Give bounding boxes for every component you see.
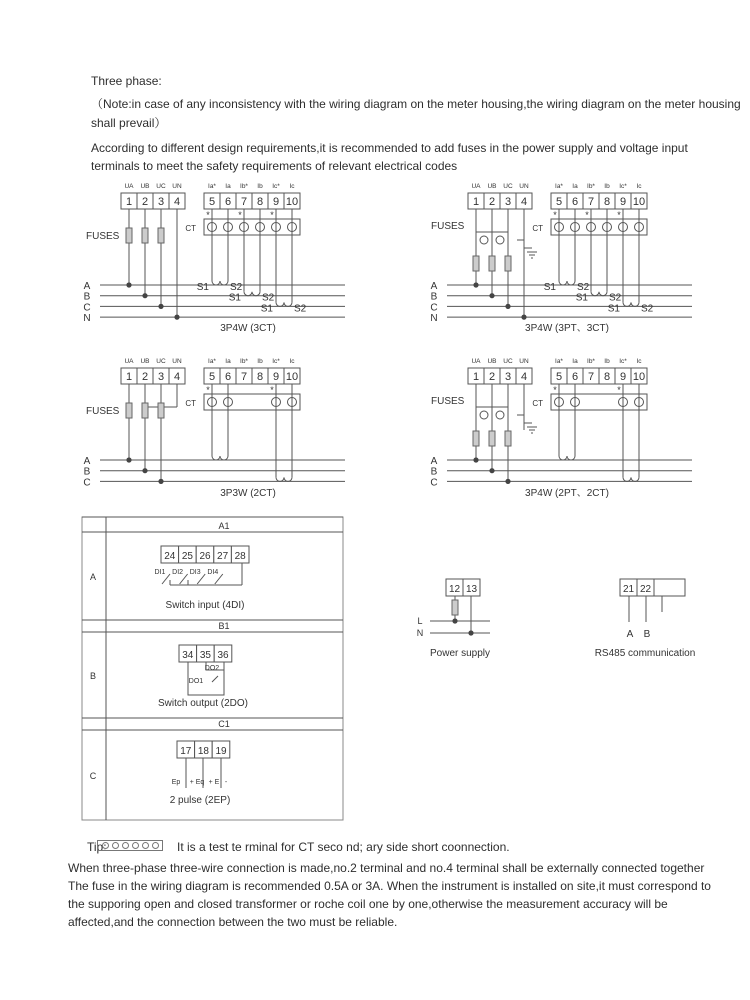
terminal-number: 7 [587,196,595,208]
voltage-terminal-block [121,368,185,384]
current-terminal-header: Ic [289,183,295,190]
polarity-star: * [585,210,589,220]
terminal-number: 17 [180,746,192,757]
current-terminal-header: Ia* [555,183,563,190]
rs485-diagram [595,579,696,659]
ct-s2-label: S2 [230,282,243,293]
current-terminal-header: Ib [257,183,263,190]
module-header: B1 [218,621,230,631]
ct-coil-icon [623,477,639,481]
voltage-terminal-header: UN [519,358,529,365]
voltage-terminal-header: UB [140,358,150,365]
ct-coil-icon [276,477,292,481]
fuse-icon [142,403,148,418]
power-terminal-block [446,579,480,596]
terminal-number: 6 [224,371,232,383]
current-terminal-header: Ic* [619,358,627,365]
voltage-terminal-header: UC [156,358,166,365]
current-terminal-header: Ia* [208,358,216,365]
terminal-number: 25 [181,551,193,562]
section-heading: Three phase: [91,74,162,88]
current-terminal-header: Ia [225,183,231,190]
phase-label: A [83,456,91,467]
terminal-number: 6 [224,196,232,208]
pt-transformer-icon [496,411,504,419]
terminal-number: 13 [465,584,478,595]
polarity-star: * [206,385,210,395]
phase-label: B [430,291,438,303]
current-terminal-header: Ib* [587,183,595,190]
terminal-number: 22 [639,584,652,595]
terminal-number: 1 [472,371,480,383]
ct-s1-label: S1 [228,292,241,304]
tip-line-5: affected,and the connection between the two must be reliable. [68,915,398,929]
voltage-terminal-block [468,193,532,209]
terminal-number: 18 [197,746,209,757]
current-terminal-header: Ib [257,358,263,365]
polarity-star: * [617,210,621,220]
voltage-terminal-header: UB [487,183,497,190]
fuses-label: FUSES [431,396,465,407]
phase-label: A [430,281,438,292]
current-terminal-header: Ic [636,358,642,365]
terminal-number: 27 [217,551,229,562]
pulse-label: Ep [171,779,181,786]
junction-dot [158,479,163,484]
current-terminal-block [551,368,647,384]
terminal-number: 5 [555,196,563,208]
terminal-number: 10 [285,371,299,383]
ct-s1-label: S1 [196,282,209,293]
fuse-icon [489,256,495,271]
terminal-number: 8 [256,196,264,208]
ct-label: CT [185,224,196,233]
ct-coil-icon [559,281,575,285]
polarity-star: * [238,210,242,220]
module-row-label: C [89,771,97,781]
voltage-terminal-header: UC [503,183,513,190]
do-terminal-block [179,645,232,662]
ct-s1-label: S1 [543,282,556,293]
terminal-number: 2 [141,371,149,383]
terminal-number: 8 [256,371,264,383]
terminal-number: 8 [603,196,611,208]
ct-test-terminal [551,219,647,235]
terminal-number: 2 [141,196,149,208]
polarity-star: * [270,210,274,220]
terminal-number: 6 [571,371,579,383]
junction-dot [452,618,457,623]
current-terminal-header: Ib* [587,358,595,365]
current-terminal-header: Ia [225,358,231,365]
terminal-number: 1 [472,196,480,208]
terminal-number: 1 [125,371,133,383]
polarity-star: * [553,385,557,395]
rs485-a-label: A [626,629,634,640]
rs485-b-label: B [643,629,651,640]
test-terminal-icon [97,840,163,851]
ct-s1-label: S1 [575,292,588,304]
pulse-label: + Eq [189,779,205,786]
wiring-diagram-4 [430,358,692,499]
di-label: DI1 [154,569,166,576]
ct-s2-label: S2 [262,292,275,304]
terminal-number: 8 [603,371,611,383]
power-supply-diagram [417,579,490,659]
ct-label: CT [532,399,543,408]
junction-dot [473,282,478,287]
pt-transformer-icon [480,411,488,419]
voltage-terminal-header: UC [156,183,166,190]
ct-test-terminal [551,394,647,410]
terminal-number: 35 [199,650,211,661]
terminal-number: 34 [182,650,194,661]
junction-dot [489,468,494,473]
rs485-caption: RS485 communication [594,648,696,659]
terminal-number: 3 [157,196,165,208]
current-terminal-header: Ic [289,358,295,365]
voltage-terminal-header: UB [140,183,150,190]
phase-label: C [430,477,438,489]
terminal-number: 19 [215,746,227,757]
diagram-title: 3P4W (3PT、3CT) [525,323,609,334]
junction-dot [142,293,147,298]
junction-dot [142,468,147,473]
ct-s2-label: S2 [641,303,654,315]
terminal-number: 4 [173,371,181,383]
fuse-icon [505,256,511,271]
terminal-number: 9 [619,196,627,208]
voltage-terminal-header: UA [124,183,134,190]
junction-dot [126,457,131,462]
polarity-star: * [270,385,274,395]
module-caption: 2 pulse (2EP) [169,795,231,806]
terminal-number: 5 [555,371,563,383]
fuses-label: FUSES [86,406,120,417]
di-label: DI3 [189,569,201,576]
current-terminal-header: Ia* [208,183,216,190]
fuse-icon [452,600,458,615]
terminal-number: 2 [488,371,496,383]
diagram-title: 3P4W (2PT、2CT) [525,488,609,499]
junction-dot [158,304,163,309]
note-line-2: shall prevail） [91,116,167,130]
ct-test-terminal [204,219,300,235]
advice-line-2: terminals to meet the safety requirements of relevant electrical codes [91,159,458,173]
polarity-star: * [553,210,557,220]
terminal-number: 9 [272,371,280,383]
ct-test-terminal [204,394,300,410]
tip-line-3: The fuse in the wiring diagram is recommended 0.5A or 3A. When the instrument is installed on site,it must correspond to [68,879,711,893]
junction-dot [174,315,179,320]
terminal-number: 36 [217,650,229,661]
current-terminal-header: Ic* [272,183,280,190]
current-terminal-header: Ic* [272,358,280,365]
pt-transformer-icon [480,236,488,244]
ct-coil-icon [276,302,292,306]
do-label: DO2 [204,665,220,672]
ct-coil-icon [212,456,228,460]
ct-coil-icon [212,281,228,285]
voltage-terminal-header: UN [172,183,182,190]
junction-dot [505,304,510,309]
current-terminal-header: Ic [636,183,642,190]
terminal-number: 24 [164,551,176,562]
fuse-icon [489,431,495,446]
current-terminal-header: Ib* [240,358,248,365]
di-terminal-block [161,546,249,563]
ground-icon [527,252,537,258]
voltage-terminal-header: UA [471,358,481,365]
current-terminal-block [204,193,300,209]
phase-label: B [430,466,438,478]
voltage-terminal-header: UB [487,358,497,365]
voltage-terminal-header: UA [471,183,481,190]
phase-label: C [83,302,91,314]
terminal-number: 2 [488,196,496,208]
junction-dot [468,630,473,635]
voltage-terminal-block [468,368,532,384]
module-row-label: A [89,572,97,582]
diagram-title: 3P3W (2CT) [220,488,276,499]
terminal-number: 4 [520,196,528,208]
fuse-icon [473,431,479,446]
pulse-label: + E [208,779,220,786]
module-caption: Switch input (4DI) [165,600,245,611]
terminal-number: 7 [587,371,595,383]
fuses-label: FUSES [86,231,120,242]
tip-line-4: the supporing open and closed transformer or roche coil one by one,otherwise the measurement accuracy will be [68,897,668,911]
phase-label: N [430,313,438,325]
junction-dot [126,282,131,287]
junction-dot [521,315,526,320]
fuses-label: FUSES [431,221,465,232]
voltage-terminal-header: UN [519,183,529,190]
ct-label: CT [185,399,196,408]
ct-coil-icon [591,292,607,296]
current-terminal-header: Ib [604,358,610,365]
voltage-terminal-block [121,193,185,209]
wiring-diagram-3 [83,358,345,499]
ct-s1-label: S1 [607,303,620,315]
current-terminal-header: Ib [604,183,610,190]
tip-line-2: When three-phase three-wire connection is made,no.2 terminal and no.4 terminal shall be externally connected together [68,861,705,875]
terminal-number: 10 [632,196,646,208]
terminal-number: 3 [157,371,165,383]
advice-line-1: According to different design requirements,it is recommended to add fuses in the power supply and voltage input [91,141,688,155]
module-row-label: B [89,671,97,681]
tip-line-1: It is a test te rminal for CT seco nd; ary side short coonnection. [177,840,510,854]
terminal-number: 4 [173,196,181,208]
pulse-terminal-block [177,741,230,758]
ct-s2-label: S2 [609,292,622,304]
ct-coil-icon [559,456,575,460]
terminal-number: 3 [504,196,512,208]
terminal-number: 28 [234,551,246,562]
terminal-number: 1 [125,196,133,208]
polarity-star: * [617,385,621,395]
ct-s1-label: S1 [260,303,273,315]
terminal-number: 3 [504,371,512,383]
voltage-terminal-header: UA [124,358,134,365]
rs485-shield-cell [654,579,685,596]
junction-dot [505,479,510,484]
di-label: DI4 [207,569,219,576]
terminal-number: 21 [622,584,635,595]
module-header: A1 [218,521,230,531]
junction-dot [473,457,478,462]
current-terminal-header: Ic* [619,183,627,190]
io-modules-table [82,517,343,820]
phase-label: A [83,281,91,292]
wiring-diagram-2 [430,183,692,334]
phase-label: A [430,456,438,467]
terminal-number: 9 [272,196,280,208]
ct-s2-label: S2 [294,303,307,315]
ct-s2-label: S2 [577,282,590,293]
line-label: N [416,628,424,638]
terminal-number: 5 [208,196,216,208]
fuse-icon [142,228,148,243]
tip-label: Tip: [87,840,107,854]
current-terminal-header: Ia* [555,358,563,365]
power-caption: Power supply [429,648,491,659]
current-terminal-block [551,193,647,209]
terminal-number: 10 [285,196,299,208]
current-terminal-block [204,368,300,384]
voltage-terminal-header: UN [172,358,182,365]
current-terminal-header: Ia [572,358,578,365]
note-line-1: （Note:in case of any inconsistency with the wiring diagram on the meter housing,the wiring diagram on the meter housing [91,97,741,111]
diagram-title: 3P4W (3CT) [220,323,276,334]
junction-dot [489,293,494,298]
ground-icon [527,427,537,433]
terminal-number: 7 [240,196,248,208]
pulse-label: - [224,779,228,786]
terminal-number: 12 [448,584,461,595]
fuse-icon [505,431,511,446]
do-label: DO1 [188,678,204,685]
fuse-icon [126,228,132,243]
phase-label: C [430,302,438,314]
terminal-number: 26 [199,551,211,562]
phase-label: B [83,291,91,303]
di-label: DI2 [172,569,184,576]
terminal-number: 4 [520,371,528,383]
module-caption: Switch output (2DO) [157,698,249,709]
fuse-icon [126,403,132,418]
current-terminal-header: Ib* [240,183,248,190]
module-header: C1 [218,719,230,729]
line-label: L [417,616,423,626]
fuse-icon [158,228,164,243]
ct-coil-icon [244,292,260,296]
fuse-icon [473,256,479,271]
terminal-number: 10 [632,371,646,383]
terminal-number: 9 [619,371,627,383]
phase-label: C [83,477,91,489]
fuse-icon [158,403,164,418]
wiring-diagram-1 [83,183,345,334]
ct-coil-icon [623,302,639,306]
phase-label: N [83,313,91,325]
ct-label: CT [532,224,543,233]
terminal-number: 6 [571,196,579,208]
voltage-terminal-header: UC [503,358,513,365]
phase-label: B [83,466,91,478]
pt-transformer-icon [496,236,504,244]
polarity-star: * [206,210,210,220]
current-terminal-header: Ia [572,183,578,190]
terminal-number: 7 [240,371,248,383]
rs485-terminal-block [620,579,654,596]
terminal-number: 5 [208,371,216,383]
